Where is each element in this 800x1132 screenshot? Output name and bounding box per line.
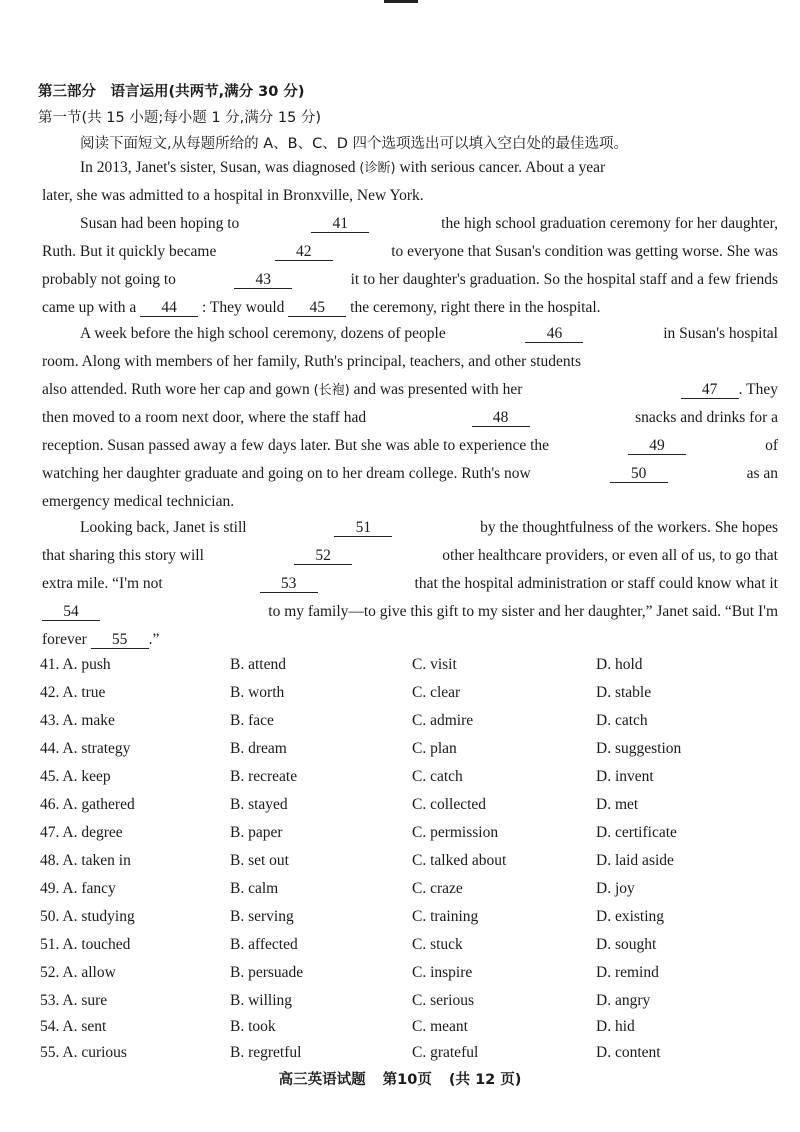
passage-line: Ruth. But it quickly became 42 to everyone that Susan's condition was getting worse. She was: [42, 243, 778, 260]
option-b[interactable]: B. dream: [230, 740, 287, 757]
option-row: [40, 768, 760, 788]
passage-line: forever 55 .”: [42, 631, 160, 648]
passage-line: also attended. Ruth wore her cap and gown (长袍) and was presented with her 47 . They: [42, 381, 778, 398]
passage-line: room. Along with members of her family, Ruth's principal, teachers, and other students: [42, 353, 582, 370]
blank-54[interactable]: 54: [42, 603, 100, 621]
option-b[interactable]: B. attend: [230, 656, 286, 673]
option-d[interactable]: D. existing: [596, 908, 665, 925]
option-a[interactable]: 53. A. sure: [40, 992, 108, 1009]
option-row: [40, 796, 760, 816]
option-row: [40, 992, 760, 1012]
passage-line: extra mile. “I'm not 53 that the hospital administration or staff could know what it: [42, 575, 778, 592]
option-c[interactable]: C. inspire: [412, 964, 473, 981]
passage-line: later, she was admitted to a hospital in Bronxville, New York.: [42, 187, 424, 204]
passage-line: emergency medical technician.: [42, 493, 235, 510]
blank-45[interactable]: 45: [288, 299, 346, 317]
blank-52[interactable]: 52: [294, 547, 352, 565]
passage-line: Susan had been hoping to 41 the high school graduation ceremony for her daughter,: [80, 215, 778, 232]
option-c[interactable]: C. craze: [412, 880, 463, 897]
option-a[interactable]: 50. A. studying: [40, 908, 135, 925]
section-subheading: 第一节(共 15 小题;每小题 1 分,满分 15 分): [38, 110, 322, 126]
blank-51[interactable]: 51: [334, 519, 392, 537]
option-b[interactable]: B. face: [230, 712, 274, 729]
passage-line: watching her daughter graduate and going on to her dream college. Ruth's now 50 as an: [42, 465, 778, 482]
option-row: [40, 964, 760, 984]
blank-55[interactable]: 55: [91, 631, 149, 649]
option-a[interactable]: 46. A. gathered: [40, 796, 135, 813]
option-row: [40, 908, 760, 928]
blank-41[interactable]: 41: [311, 215, 369, 233]
option-d[interactable]: D. joy: [596, 880, 635, 897]
option-d[interactable]: D. content: [596, 1044, 661, 1061]
option-b[interactable]: B. affected: [230, 936, 298, 953]
option-d[interactable]: D. hid: [596, 1018, 635, 1035]
option-a[interactable]: 45. A. keep: [40, 768, 111, 785]
option-b[interactable]: B. recreate: [230, 768, 298, 785]
passage-line: probably not going to 43 it to her daughter's graduation. So the hospital staff and a few friends: [42, 271, 778, 288]
option-d[interactable]: D. certificate: [596, 824, 677, 841]
option-a[interactable]: 41. A. push: [40, 656, 111, 673]
option-d[interactable]: D. laid aside: [596, 852, 674, 869]
passage-line: that sharing this story will 52 other healthcare providers, or even all of us, to go that: [42, 547, 778, 564]
option-d[interactable]: D. remind: [596, 964, 659, 981]
passage-line: In 2013, Janet's sister, Susan, was diagnosed (诊断) with serious cancer. About a year: [80, 159, 606, 176]
passage-line: Looking back, Janet is still 51 by the thoughtfulness of the workers. She hopes: [80, 519, 778, 536]
page-footer: [0, 1068, 800, 1089]
option-d[interactable]: D. angry: [596, 992, 651, 1009]
blank-47[interactable]: 47: [681, 381, 739, 399]
blank-48[interactable]: 48: [472, 409, 530, 427]
instruction-text: 阅读下面短文,从每题所给的 A、B、C、D 四个选项选出可以填入空白处的最佳选项。: [80, 136, 628, 152]
section-heading: 第三部分 语言运用(共两节,满分 30 分): [38, 84, 305, 100]
option-c[interactable]: C. clear: [412, 684, 461, 701]
option-b[interactable]: B. serving: [230, 908, 294, 925]
option-row: [40, 1018, 760, 1038]
blank-43[interactable]: 43: [234, 271, 292, 289]
blank-50[interactable]: 50: [610, 465, 668, 483]
option-c[interactable]: C. training: [412, 908, 479, 925]
passage-line: reception. Susan passed away a few days later. But she was able to experience the 49 of: [42, 437, 778, 454]
option-a[interactable]: 51. A. touched: [40, 936, 131, 953]
blank-53[interactable]: 53: [260, 575, 318, 593]
option-row: [40, 712, 760, 732]
option-b[interactable]: B. worth: [230, 684, 285, 701]
option-d[interactable]: D. catch: [596, 712, 648, 729]
option-c[interactable]: C. permission: [412, 824, 499, 841]
option-a[interactable]: 48. A. taken in: [40, 852, 131, 869]
footer-subject: 高三英语试题: [278, 1072, 366, 1088]
passage-line: A week before the high school ceremony, dozens of people 46 in Susan's hospital: [80, 325, 778, 342]
option-a[interactable]: 55. A. curious: [40, 1044, 127, 1061]
option-row: [40, 1044, 760, 1064]
option-a[interactable]: 42. A. true: [40, 684, 106, 701]
option-row: [40, 656, 760, 676]
blank-42[interactable]: 42: [275, 243, 333, 261]
passage-line: then moved to a room next door, where the staff had 48 snacks and drinks for a: [42, 409, 778, 426]
option-c[interactable]: C. collected: [412, 796, 487, 813]
option-d[interactable]: D. met: [596, 796, 639, 813]
blank-46[interactable]: 46: [525, 325, 583, 343]
top-mark: [384, 0, 418, 3]
option-c[interactable]: C. grateful: [412, 1044, 479, 1061]
option-b[interactable]: B. calm: [230, 880, 279, 897]
option-b[interactable]: B. took: [230, 1018, 276, 1035]
passage-line: came up with a 44 : They would 45 the ceremony, right there in the hospital.: [42, 299, 601, 316]
option-b[interactable]: B. set out: [230, 852, 289, 869]
option-c[interactable]: C. meant: [412, 1018, 468, 1035]
option-c[interactable]: C. serious: [412, 992, 474, 1009]
footer-page-number: 第10页: [382, 1072, 432, 1088]
option-b[interactable]: B. paper: [230, 824, 283, 841]
option-row: [40, 740, 760, 760]
option-c[interactable]: C. visit: [412, 656, 457, 673]
option-d[interactable]: D. hold: [596, 656, 643, 673]
option-a[interactable]: 52. A. allow: [40, 964, 116, 981]
option-a[interactable]: 54. A. sent: [40, 1018, 107, 1035]
option-d[interactable]: D. suggestion: [596, 740, 682, 757]
option-c[interactable]: C. stuck: [412, 936, 463, 953]
blank-49[interactable]: 49: [628, 437, 686, 455]
option-a[interactable]: 43. A. make: [40, 712, 115, 729]
blank-44[interactable]: 44: [140, 299, 198, 317]
option-d[interactable]: D. stable: [596, 684, 652, 701]
option-c[interactable]: C. talked about: [412, 852, 507, 869]
option-b[interactable]: B. willing: [230, 992, 293, 1009]
option-c[interactable]: C. plan: [412, 740, 457, 757]
option-c[interactable]: C. catch: [412, 768, 463, 785]
option-row: [40, 824, 760, 844]
passage-line: 54 to my family—to give this gift to my sister and her daughter,” Janet said. “But I'm: [42, 602, 778, 622]
option-row: [40, 852, 760, 872]
option-a[interactable]: 47. A. degree: [40, 824, 123, 841]
footer-page-total: (共 12 页): [448, 1072, 522, 1088]
option-d[interactable]: D. sought: [596, 936, 657, 953]
option-row: [40, 936, 760, 956]
option-a[interactable]: 44. A. strategy: [40, 740, 131, 757]
option-b[interactable]: B. stayed: [230, 796, 288, 813]
option-a[interactable]: 49. A. fancy: [40, 880, 116, 897]
option-b[interactable]: B. persuade: [230, 964, 304, 981]
option-d[interactable]: D. invent: [596, 768, 654, 785]
option-row: [40, 880, 760, 900]
option-b[interactable]: B. regretful: [230, 1044, 302, 1061]
option-row: [40, 684, 760, 704]
option-c[interactable]: C. admire: [412, 712, 474, 729]
